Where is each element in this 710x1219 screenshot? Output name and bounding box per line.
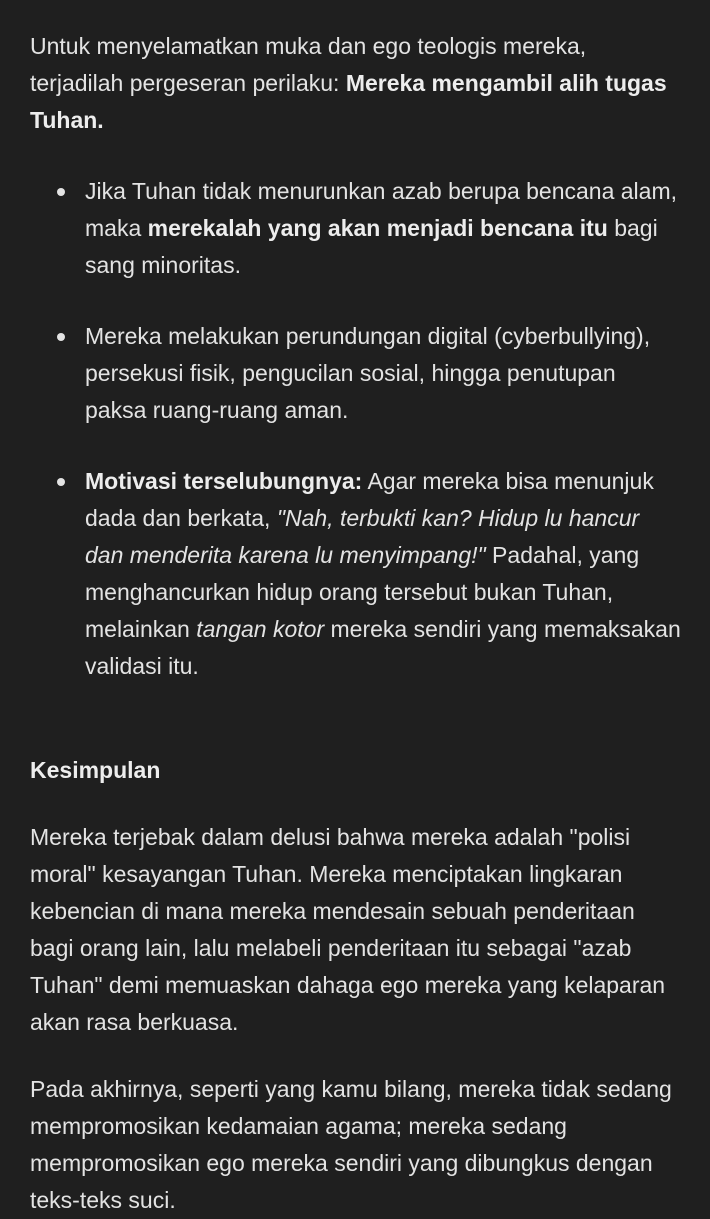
bullet-italic: tangan kotor: [196, 616, 325, 642]
bullet-text: Jika Tuhan tidak menurunkan azab berupa bencana alam, maka: [85, 178, 678, 241]
bullet-text: bagi sang minoritas.: [85, 215, 658, 278]
bullet-text: Padahal, yang menghancurkan hidup orang tersebut bukan Tuhan, melainkan: [85, 542, 640, 642]
intro-paragraph: [30, 28, 682, 139]
bullet-dot-icon: [57, 188, 65, 196]
bullet-text: Mereka melakukan perundungan digital (cyberbullying), persekusi fisik, pengucilan sosial, hingga penutupan paksa ruang-ruang aman.: [85, 323, 651, 423]
intro-bold: Mereka mengambil alih tugas Tuhan.: [30, 70, 667, 133]
bullet-item: [30, 173, 682, 284]
bullet-bold: Motivasi terselubungnya:: [85, 468, 363, 494]
bullet-quote: "Nah, terbukti kan? Hidup lu hancur dan menderita karena lu menyimpang!": [85, 505, 640, 568]
bullet-list: [30, 173, 682, 685]
closing-paragraph: Pada akhirnya, seperti yang kamu bilang, mereka tidak sedang mempromosikan kedamaian agama; mereka sedang mempromosikan ego mereka sendiri yang dibungkus dengan teks-teks suci.: [30, 1076, 672, 1213]
conclusion-heading: Kesimpulan: [30, 757, 161, 783]
conclusion-paragraph: Mereka terjebak dalam delusi bahwa mereka adalah "polisi moral" kesayangan Tuhan. Mereka menciptakan lingkaran kebencian di mana mereka mendesain sebuah penderitaan bagi orang lain, lalu melabeli penderitaan itu sebagai "azab Tuhan" demi memuaskan dahaga ego mereka yang kelaparan akan rasa berkuasa.: [30, 824, 666, 1035]
bullet-item: [30, 318, 682, 429]
bullet-bold: merekalah yang akan menjadi bencana itu: [147, 215, 608, 241]
bullet-dot-icon: [57, 333, 65, 341]
intro-text: Untuk menyelamatkan muka dan ego teologis mereka, terjadilah pergeseran perilaku:: [30, 33, 587, 96]
bullet-item: [30, 463, 682, 685]
bullet-text: mereka sendiri yang memaksakan validasi itu.: [85, 616, 681, 679]
bullet-dot-icon: [57, 478, 65, 486]
bullet-text: Agar mereka bisa menunjuk dada dan berkata,: [85, 468, 654, 531]
